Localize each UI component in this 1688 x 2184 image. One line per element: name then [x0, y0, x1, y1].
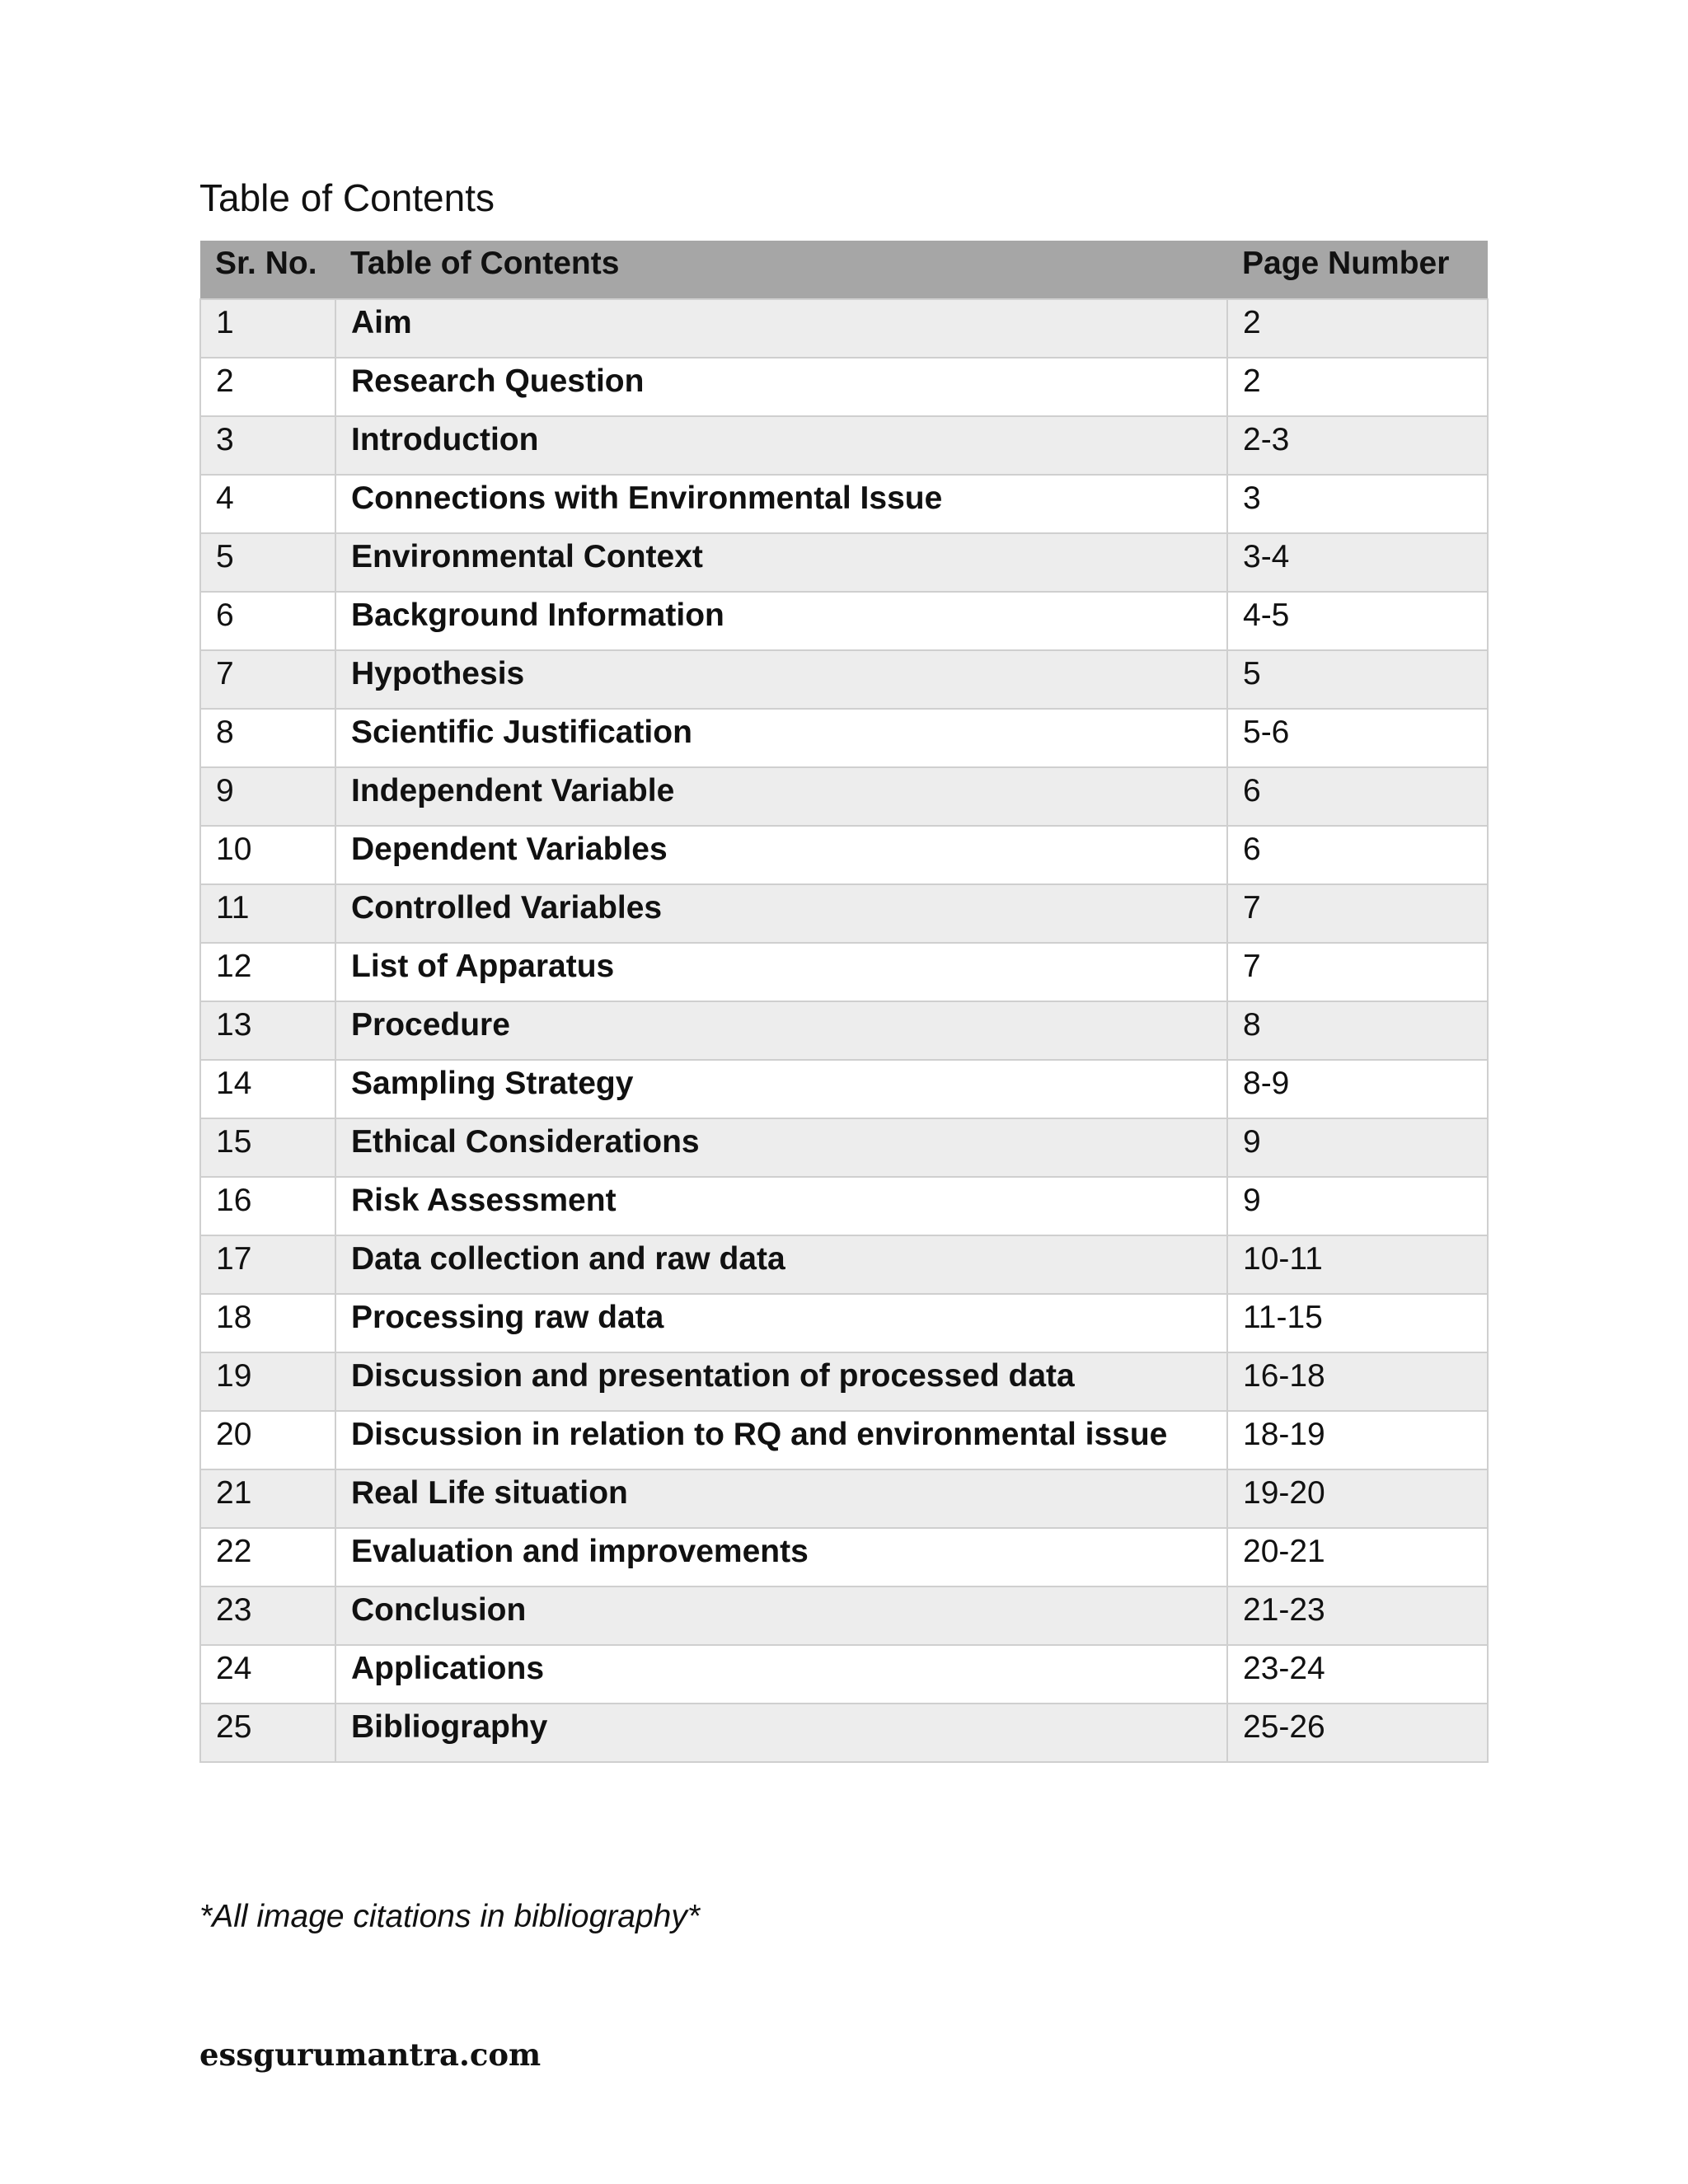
- page-range: 2: [1227, 299, 1488, 358]
- section-title: Sampling Strategy: [335, 1060, 1227, 1118]
- section-title: Controlled Variables: [335, 884, 1227, 943]
- section-title: List of Apparatus: [335, 943, 1227, 1001]
- page-range: 7: [1227, 884, 1488, 943]
- table-row: [200, 1060, 1488, 1118]
- section-title: Scientific Justification: [335, 709, 1227, 767]
- row-number: 4: [200, 475, 335, 533]
- table-row: [200, 1235, 1488, 1294]
- toc-table-header: [200, 241, 1488, 299]
- table-row: [200, 1645, 1488, 1704]
- row-number: 11: [200, 884, 335, 943]
- page-range: 23-24: [1227, 1645, 1488, 1704]
- section-title: Introduction: [335, 416, 1227, 475]
- row-number: 9: [200, 767, 335, 826]
- row-number: 21: [200, 1469, 335, 1528]
- page-range: 25-26: [1227, 1704, 1488, 1762]
- page-range: 19-20: [1227, 1469, 1488, 1528]
- page-range: 21-23: [1227, 1586, 1488, 1645]
- section-title: Dependent Variables: [335, 826, 1227, 884]
- page-range: 10-11: [1227, 1235, 1488, 1294]
- page-range: 2: [1227, 358, 1488, 416]
- toc-table-body: [200, 299, 1488, 1762]
- table-row: [200, 475, 1488, 533]
- page-range: 7: [1227, 943, 1488, 1001]
- page-range: 11-15: [1227, 1294, 1488, 1352]
- column-header-contents: Table of Contents: [335, 241, 1227, 299]
- section-title: Data collection and raw data: [335, 1235, 1227, 1294]
- table-row: [200, 358, 1488, 416]
- row-number: 8: [200, 709, 335, 767]
- row-number: 6: [200, 592, 335, 650]
- table-row: [200, 533, 1488, 592]
- page-range: 2-3: [1227, 416, 1488, 475]
- section-title: Bibliography: [335, 1704, 1227, 1762]
- page-range: 16-18: [1227, 1352, 1488, 1411]
- column-header-sr-no: Sr. No.: [200, 241, 335, 299]
- table-row: [200, 1352, 1488, 1411]
- page-range: 9: [1227, 1118, 1488, 1177]
- section-title: Environmental Context: [335, 533, 1227, 592]
- row-number: 18: [200, 1294, 335, 1352]
- row-number: 5: [200, 533, 335, 592]
- table-row: [200, 1704, 1488, 1762]
- row-number: 12: [200, 943, 335, 1001]
- page-range: 6: [1227, 826, 1488, 884]
- section-title: Procedure: [335, 1001, 1227, 1060]
- column-header-page-number: Page Number: [1227, 241, 1488, 299]
- section-title: Hypothesis: [335, 650, 1227, 709]
- table-row: [200, 884, 1488, 943]
- section-title: Discussion and presentation of processed data: [335, 1352, 1227, 1411]
- section-title: Risk Assessment: [335, 1177, 1227, 1235]
- row-number: 7: [200, 650, 335, 709]
- row-number: 19: [200, 1352, 335, 1411]
- page-range: 3: [1227, 475, 1488, 533]
- row-number: 17: [200, 1235, 335, 1294]
- section-title: Applications: [335, 1645, 1227, 1704]
- toc-table: [199, 241, 1489, 1763]
- section-title: Ethical Considerations: [335, 1118, 1227, 1177]
- page-range: 6: [1227, 767, 1488, 826]
- page-range: 5: [1227, 650, 1488, 709]
- page-range: 8-9: [1227, 1060, 1488, 1118]
- image-citations-note: *All image citations in bibliography*: [199, 1899, 700, 1934]
- row-number: 14: [200, 1060, 335, 1118]
- page-range: 20-21: [1227, 1528, 1488, 1586]
- row-number: 1: [200, 299, 335, 358]
- row-number: 15: [200, 1118, 335, 1177]
- page-range: 5-6: [1227, 709, 1488, 767]
- row-number: 10: [200, 826, 335, 884]
- row-number: 16: [200, 1177, 335, 1235]
- table-row: [200, 943, 1488, 1001]
- table-row: [200, 1411, 1488, 1469]
- page-range: 8: [1227, 1001, 1488, 1060]
- table-row: [200, 1294, 1488, 1352]
- section-title: Discussion in relation to RQ and environmental issue: [335, 1411, 1227, 1469]
- table-row: [200, 709, 1488, 767]
- section-title: Aim: [335, 299, 1227, 358]
- table-row: [200, 592, 1488, 650]
- section-title: Research Question: [335, 358, 1227, 416]
- section-title: Background Information: [335, 592, 1227, 650]
- row-number: 25: [200, 1704, 335, 1762]
- page-range: 3-4: [1227, 533, 1488, 592]
- section-title: Processing raw data: [335, 1294, 1227, 1352]
- table-row: [200, 299, 1488, 358]
- table-row: [200, 1001, 1488, 1060]
- section-title: Conclusion: [335, 1586, 1227, 1645]
- table-row: [200, 1118, 1488, 1177]
- table-row: [200, 650, 1488, 709]
- table-row: [200, 1528, 1488, 1586]
- page-title: Table of Contents: [199, 176, 495, 219]
- row-number: 23: [200, 1586, 335, 1645]
- row-number: 24: [200, 1645, 335, 1704]
- section-title: Connections with Environmental Issue: [335, 475, 1227, 533]
- table-row: [200, 1586, 1488, 1645]
- table-row: [200, 1177, 1488, 1235]
- section-title: Evaluation and improvements: [335, 1528, 1227, 1586]
- page-range: 18-19: [1227, 1411, 1488, 1469]
- section-title: Real Life situation: [335, 1469, 1227, 1528]
- row-number: 2: [200, 358, 335, 416]
- row-number: 22: [200, 1528, 335, 1586]
- page-range: 9: [1227, 1177, 1488, 1235]
- section-title: Independent Variable: [335, 767, 1227, 826]
- table-row: [200, 416, 1488, 475]
- table-row: [200, 1469, 1488, 1528]
- table-row: [200, 826, 1488, 884]
- page-range: 4-5: [1227, 592, 1488, 650]
- site-footer: essgurumantra.com: [199, 2036, 542, 2073]
- row-number: 3: [200, 416, 335, 475]
- row-number: 20: [200, 1411, 335, 1469]
- row-number: 13: [200, 1001, 335, 1060]
- header-row: [200, 241, 1488, 299]
- table-row: [200, 767, 1488, 826]
